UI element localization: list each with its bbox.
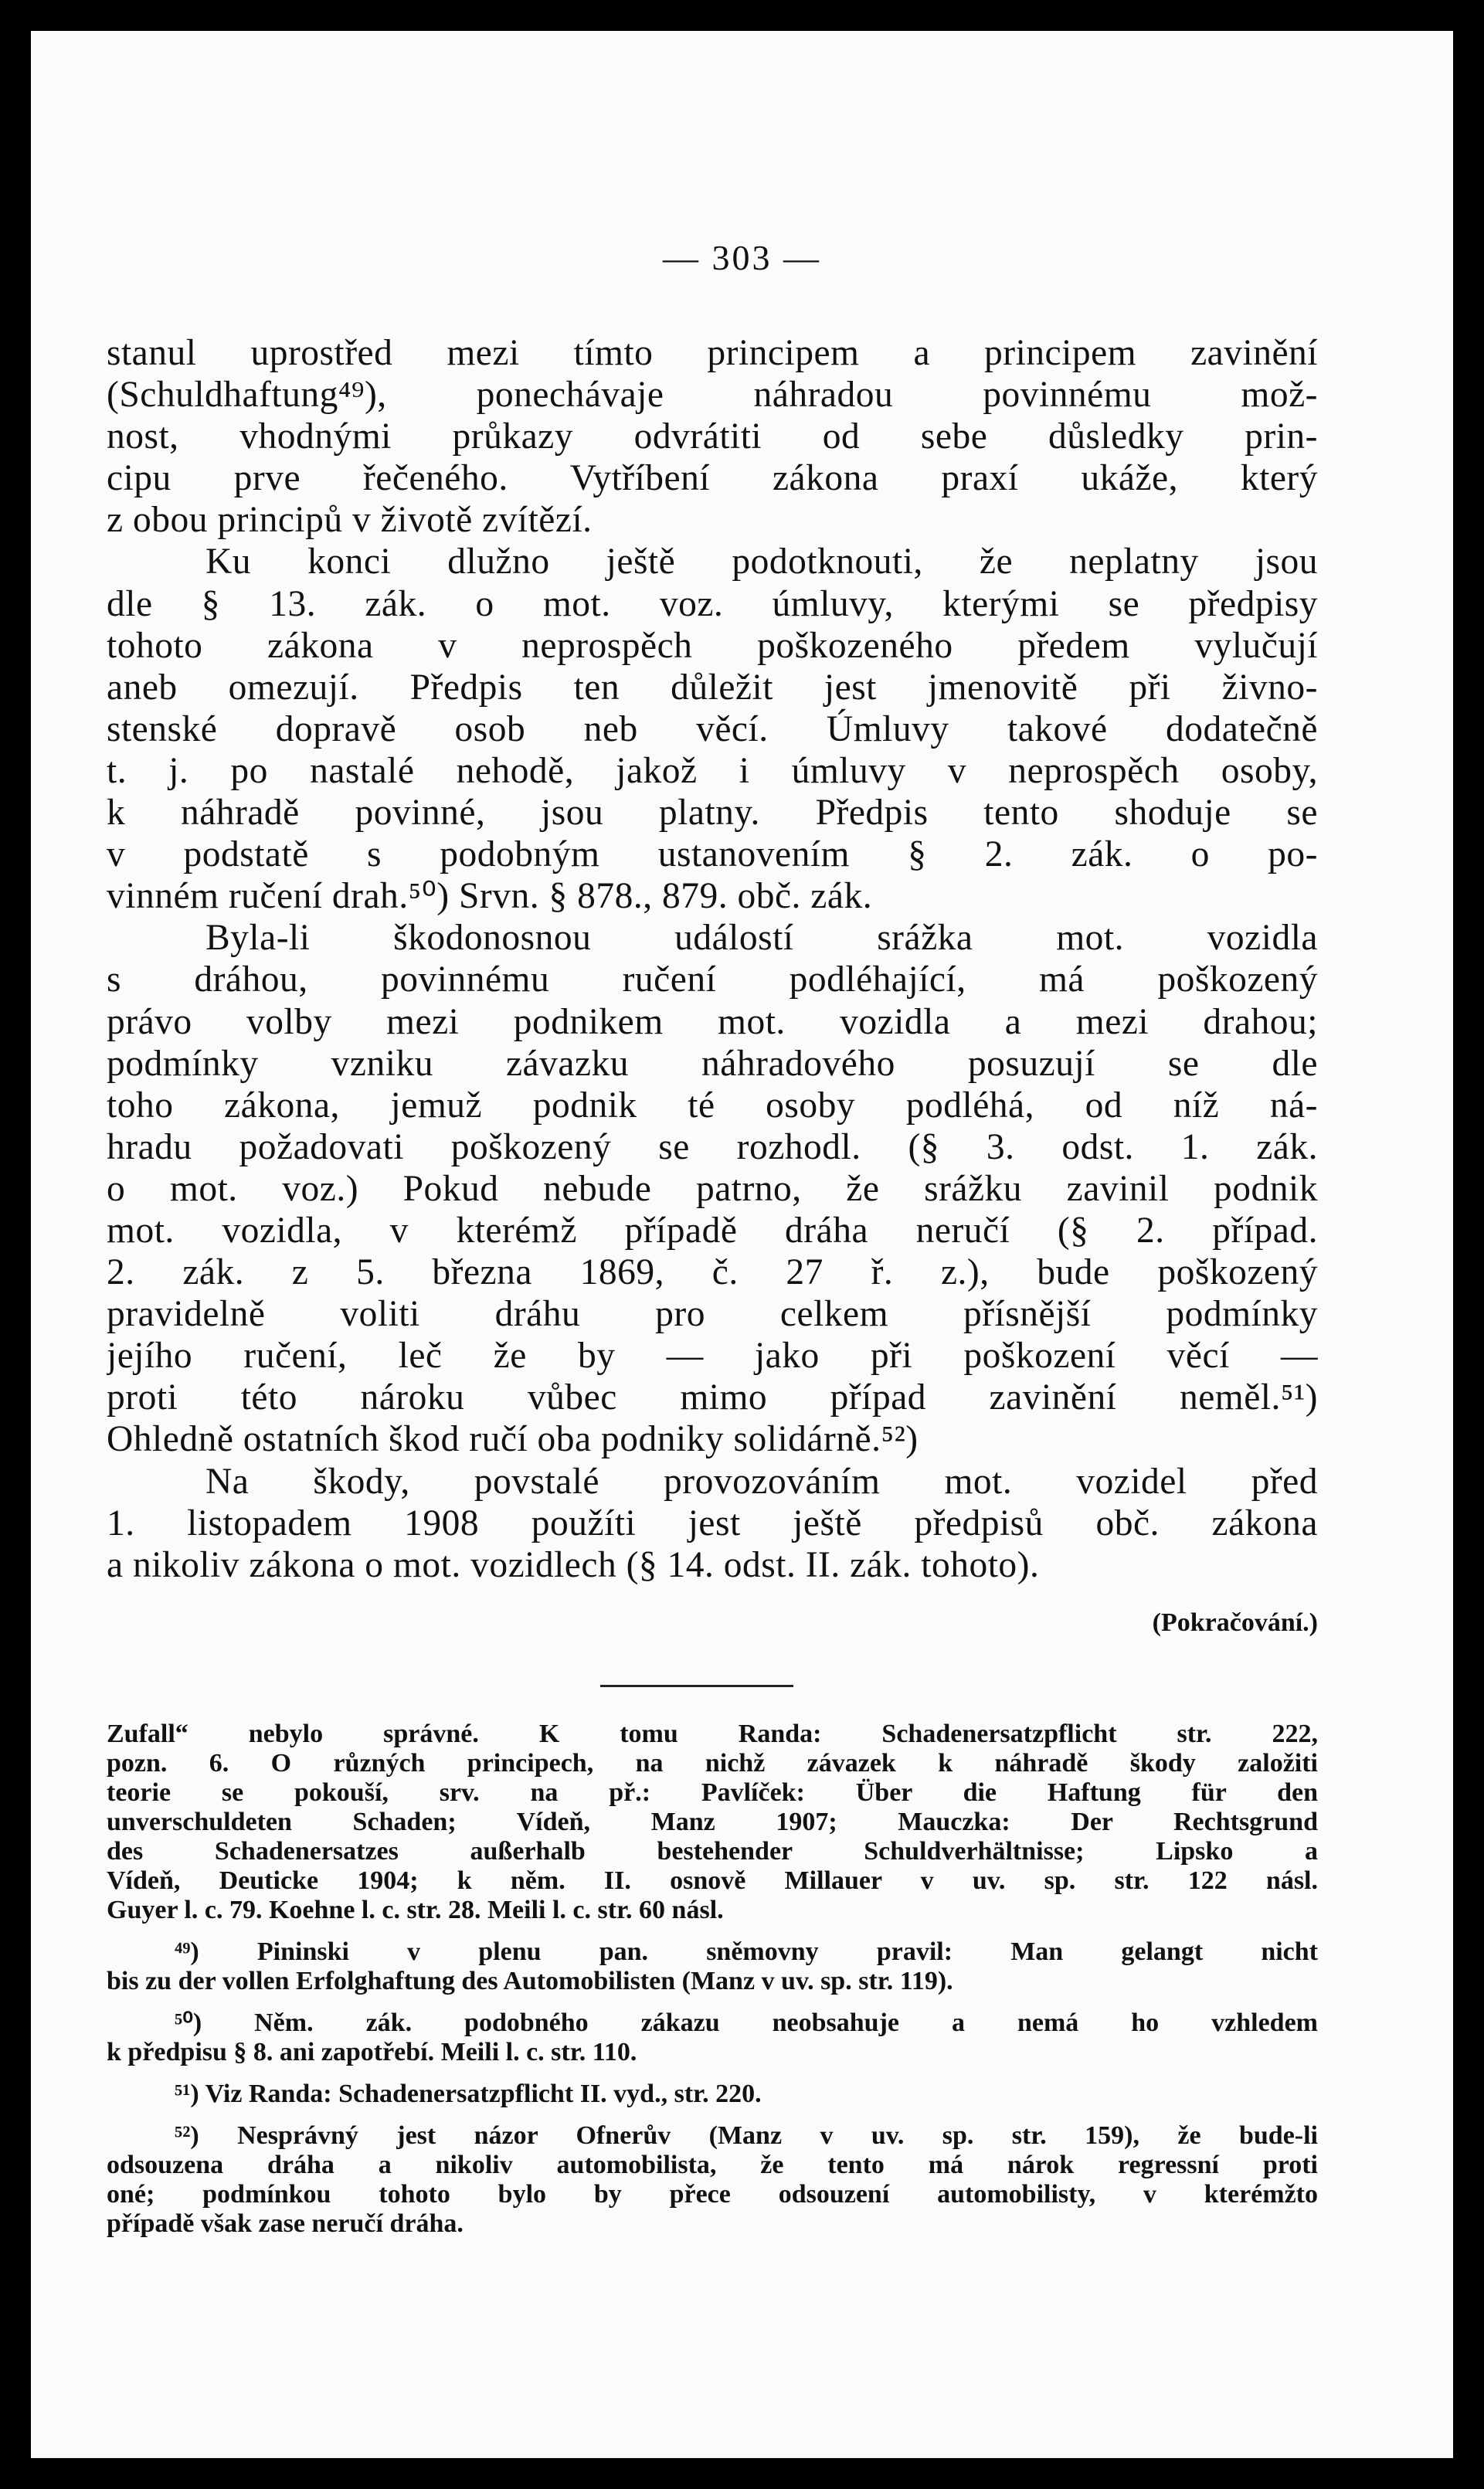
footnote-gap [107, 2109, 1318, 2121]
footnote-line: teorie se pokouší, srv. na př.: Pavlíček: Über die Haftung für den [107, 1778, 1318, 1807]
text-line: Byla-li škodonosnou událostí srážka mot. vozidla [205, 918, 1318, 959]
footnote-line: ⁵¹) Viz Randa: Schadenersatzpflicht II. vyd., str. 220. [175, 2080, 762, 2108]
footnote-divider [600, 1685, 793, 1687]
text-line: proti této nároku vůbec mimo případ zavinění neměl.⁵¹) [107, 1377, 1318, 1418]
footnote-line: Vídeň, Deuticke 1904; k něm. II. osnově Millauer v uv. sp. str. 122 násl. [107, 1866, 1318, 1895]
footnote-line: odsouzena dráha a nikoliv automobilista, že tento má nárok regressní proti [107, 2151, 1318, 2179]
footnote-line: oné; podmínkou tohoto bylo by přece odsouzení automobilisty, v kterémžto [107, 2180, 1318, 2209]
text-line: (Schuldhaftung⁴⁹), ponechávaje náhradou povinnému mož- [107, 375, 1318, 416]
text-line: v podstatě s podobným ustanovením § 2. zák. o po- [107, 834, 1318, 875]
text-line: z obou principů v životě zvítězí. [107, 500, 593, 541]
footnotes [107, 1720, 1318, 2239]
text-line: nost, vhodnými průkazy odvrátiti od sebe důsledky prin- [107, 416, 1318, 457]
text-line: stenské dopravě osob neb věcí. Úmluvy takové dodatečně [107, 708, 1318, 749]
text-line: 2. zák. z 5. března 1869, č. 27 ř. z.), bude poškozený [107, 1252, 1318, 1293]
main-text [107, 332, 1318, 1586]
footnote-line: Guyer l. c. 79. Koehne l. c. str. 28. Meili l. c. str. 60 násl. [107, 1896, 724, 1924]
text-line: vinném ručení drah.⁵⁰) Srvn. § 878., 879. obč. zák. [107, 876, 873, 917]
text-line: aneb omezují. Předpis ten důležit jest jmenovitě při živno- [107, 667, 1318, 708]
footnote-line: případě však zase neručí dráha. [107, 2209, 464, 2238]
footnote-line: des Schadenersatzes außerhalb bestehender Schuldverhältnisse; Lipsko a [107, 1837, 1318, 1866]
footnote-line: unverschuldeten Schaden; Vídeň, Manz 1907; Mauczka: Der Rechtsgrund [107, 1808, 1318, 1836]
text-line: právo volby mezi podnikem mot. vozidla a mezi drahou; [107, 1001, 1318, 1042]
text-line: dle § 13. zák. o mot. voz. úmluvy, kterými se předpisy [107, 583, 1318, 624]
page-number: — 303 — [663, 238, 821, 277]
footnote-line: ⁴⁹) Pininski v plenu pan. sněmovny pravil: Man gelangt nicht [175, 1937, 1318, 1966]
text-line: s dráhou, povinnému ručení podléhající, má poškozený [107, 959, 1318, 1000]
text-line: k náhradě povinné, jsou platny. Předpis tento shoduje se [107, 793, 1318, 834]
footnote-line: ⁵⁰) Něm. zák. podobného zákazu neobsahuje a nemá ho vzhledem [175, 2009, 1318, 2037]
continuation-note: (Pokračování.) [1152, 1608, 1318, 1637]
text-line: toho zákona, jemuž podnik té osoby podléhá, od níž ná- [107, 1085, 1318, 1126]
text-line: o mot. voz.) Pokud nebude patrno, že srážku zavinil podnik [107, 1168, 1318, 1209]
footnote-gap [107, 1996, 1318, 2009]
footnote-line: Zufall“ nebylo správné. K tomu Randa: Schadenersatzpflicht str. 222, [107, 1720, 1318, 1748]
footnote-line: pozn. 6. O různých principech, na nichž závazek k náhradě škody založiti [107, 1749, 1318, 1778]
text-line: tohoto zákona v neprospěch poškozeného předem vylučují [107, 625, 1318, 666]
footnote-line: k předpisu § 8. ani zapotřebí. Meili l. c. str. 110. [107, 2038, 637, 2066]
text-line: jejího ručení, leč že by — jako při poškození věcí — [107, 1336, 1318, 1377]
book-page [31, 31, 1453, 2458]
text-line: Na škody, povstalé provozováním mot. vozidel před [205, 1461, 1318, 1502]
text-line: stanul uprostřed mezi tímto principem a principem zavinění [107, 333, 1318, 373]
text-line: cipu prve řečeného. Vytříbení zákona praxí ukáže, který [107, 458, 1318, 499]
text-line: pravidelně voliti dráhu pro celkem přísnější podmínky [107, 1294, 1318, 1335]
text-line: a nikoliv zákona o mot. vozidlech (§ 14. odst. II. zák. tohoto). [107, 1544, 1040, 1585]
footnote-gap [107, 1925, 1318, 1937]
text-line: hradu požadovati poškozený se rozhodl. (§ 3. odst. 1. zák. [107, 1126, 1318, 1167]
text-line: Ku konci dlužno ještě podotknouti, že neplatny jsou [205, 542, 1318, 582]
footnote-line: ⁵²) Nesprávný jest názor Ofnerův (Manz v uv. sp. str. 159), že bude-li [175, 2121, 1318, 2150]
text-line: t. j. po nastalé nehodě, jakož i úmluvy v neprospěch osoby, [107, 750, 1318, 791]
text-line: 1. listopadem 1908 použíti jest ještě předpisů obč. zákona [107, 1503, 1318, 1543]
footnote-line: bis zu der vollen Erfolghaftung des Automobilisten (Manz v uv. sp. str. 119). [107, 1967, 953, 1995]
text-line: Ohledně ostatních škod ručí oba podniky solidárně.⁵²) [107, 1419, 919, 1460]
text-line: mot. vozidla, v kterémž případě dráha neručí (§ 2. případ. [107, 1210, 1318, 1251]
footnote-gap [107, 2067, 1318, 2080]
text-line: podmínky vzniku závazku náhradového posuzují se dle [107, 1043, 1318, 1084]
